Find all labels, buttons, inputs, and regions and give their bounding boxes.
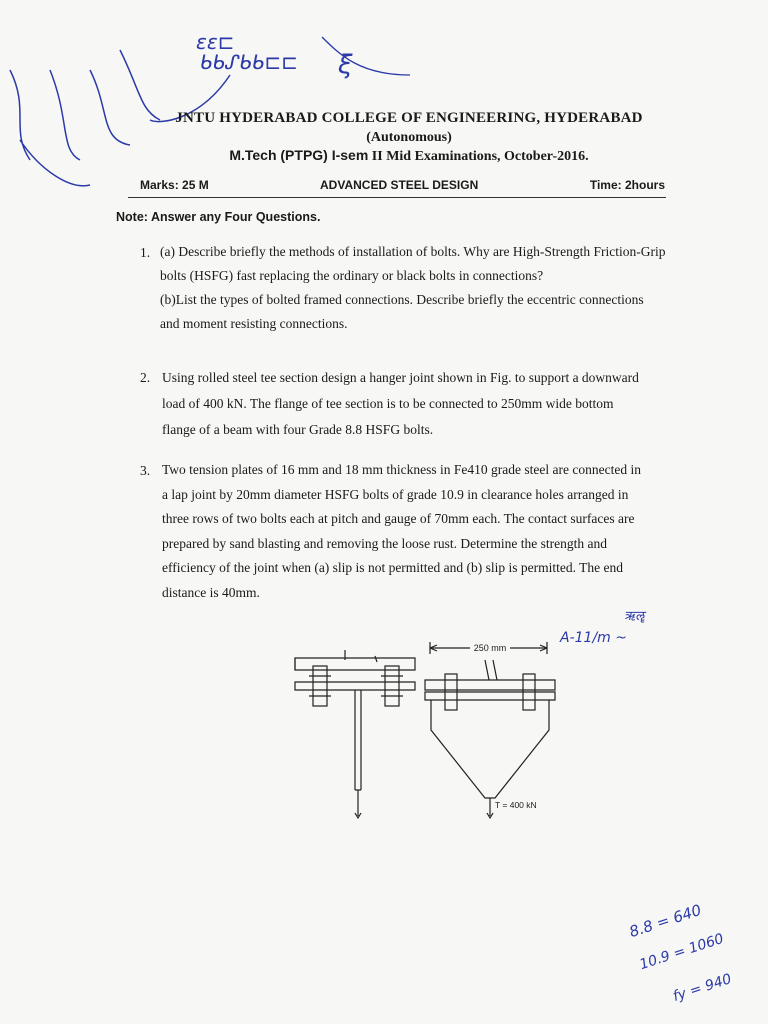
dimension-label: 250 mm (473, 643, 507, 653)
bolt-left-1 (313, 666, 327, 706)
handwriting-calc-1: 8.8 = 640 (627, 900, 704, 942)
time-label: Time: 2hours (589, 178, 665, 192)
tee-stem-right (431, 700, 549, 798)
autonomous-label: (Autonomous) (366, 130, 452, 145)
question-3-line-6: distance is 40mm. (162, 584, 260, 600)
marks-label: Marks: 25 M (140, 178, 209, 192)
load-label: T = 400 kN (495, 800, 537, 810)
question-1-line-3: (b)List the types of bolted framed connections. Describe briefly the eccentric connections (160, 292, 644, 307)
load-arrow (355, 808, 493, 818)
question-1-line-1: (a) Describe briefly the methods of installation of bolts. Why are High-Strength Friction-Grip (160, 244, 666, 259)
bolt-left-2 (385, 666, 399, 706)
handwriting-top-2: ᑲᑲᔑᑲᑲ⊏⊏ (200, 50, 299, 74)
handwriting-side-1: ऋॡ (624, 609, 645, 624)
tee-stem-left (355, 690, 361, 790)
subject-label: ADVANCED STEEL DESIGN (320, 178, 479, 192)
question-3-line-5: efficiency of the joint when (a) slip is not permitted and (b) slip is permitted. The end (162, 560, 624, 575)
question-1-number: 1. (140, 245, 151, 260)
question-2 (162, 365, 639, 443)
instruction-note: Note: Answer any Four Questions. (116, 210, 321, 224)
question-3-line-3: three rows of two bolts each at pitch and gauge of 70mm each. The contact surfaces are (162, 511, 635, 526)
question-1-line-2: bolts (HSFG) fast replacing the ordinary or black bolts in connections? (160, 268, 544, 283)
question-3-number: 3. (140, 463, 151, 478)
exam-title-suffix: II Mid Examinations, October-2016. (371, 149, 589, 164)
header-rule (128, 197, 666, 198)
exam-meta-row (140, 178, 665, 194)
question-3-line-4: prepared by sand blasting and removing the loose rust. Determine the strength and (162, 535, 608, 551)
question-1-line-4: and moment resisting connections. (160, 316, 348, 331)
question-3-line-2: a lap joint by 20mm diameter HSFG bolts of grade 10.9 in clearance holes arranged in (162, 486, 629, 502)
handwriting-calc-2: 10.9 = 1060 (637, 930, 726, 974)
question-2-line-1: Using rolled steel tee section design a hanger joint shown in Fig. to support a downward (162, 370, 639, 385)
exam-title-prefix: M.Tech (PTPG) I-sem (229, 147, 369, 163)
handwriting-calc-3: fy = 940 (671, 971, 734, 1005)
handwriting-top-symbol: ξ (338, 50, 353, 80)
question-1 (160, 240, 666, 336)
handwriting-top-1: ɛɛ⊏ (196, 30, 235, 54)
exam-title (0, 147, 768, 165)
question-2-line-2: load of 400 kN. The flange of tee section is to be connected to 250mm wide bottom (162, 396, 614, 411)
handwritten-underline (320, 35, 420, 85)
beam-web-right (485, 660, 497, 680)
question-3 (162, 458, 641, 605)
question-2-number: 2. (140, 370, 151, 385)
college-name: JNTU HYDERABAD COLLEGE OF ENGINEERING, HYDERABAD (175, 110, 643, 126)
handwriting-side-2: A-11/m ~ (560, 630, 627, 646)
question-2-line-3: flange of a beam with four Grade 8.8 HSFG bolts. (162, 422, 434, 437)
question-3-line-1: Two tension plates of 16 mm and 18 mm thickness in Fe410 grade steel are connected in (162, 462, 641, 477)
hanger-joint-figure (285, 630, 565, 820)
